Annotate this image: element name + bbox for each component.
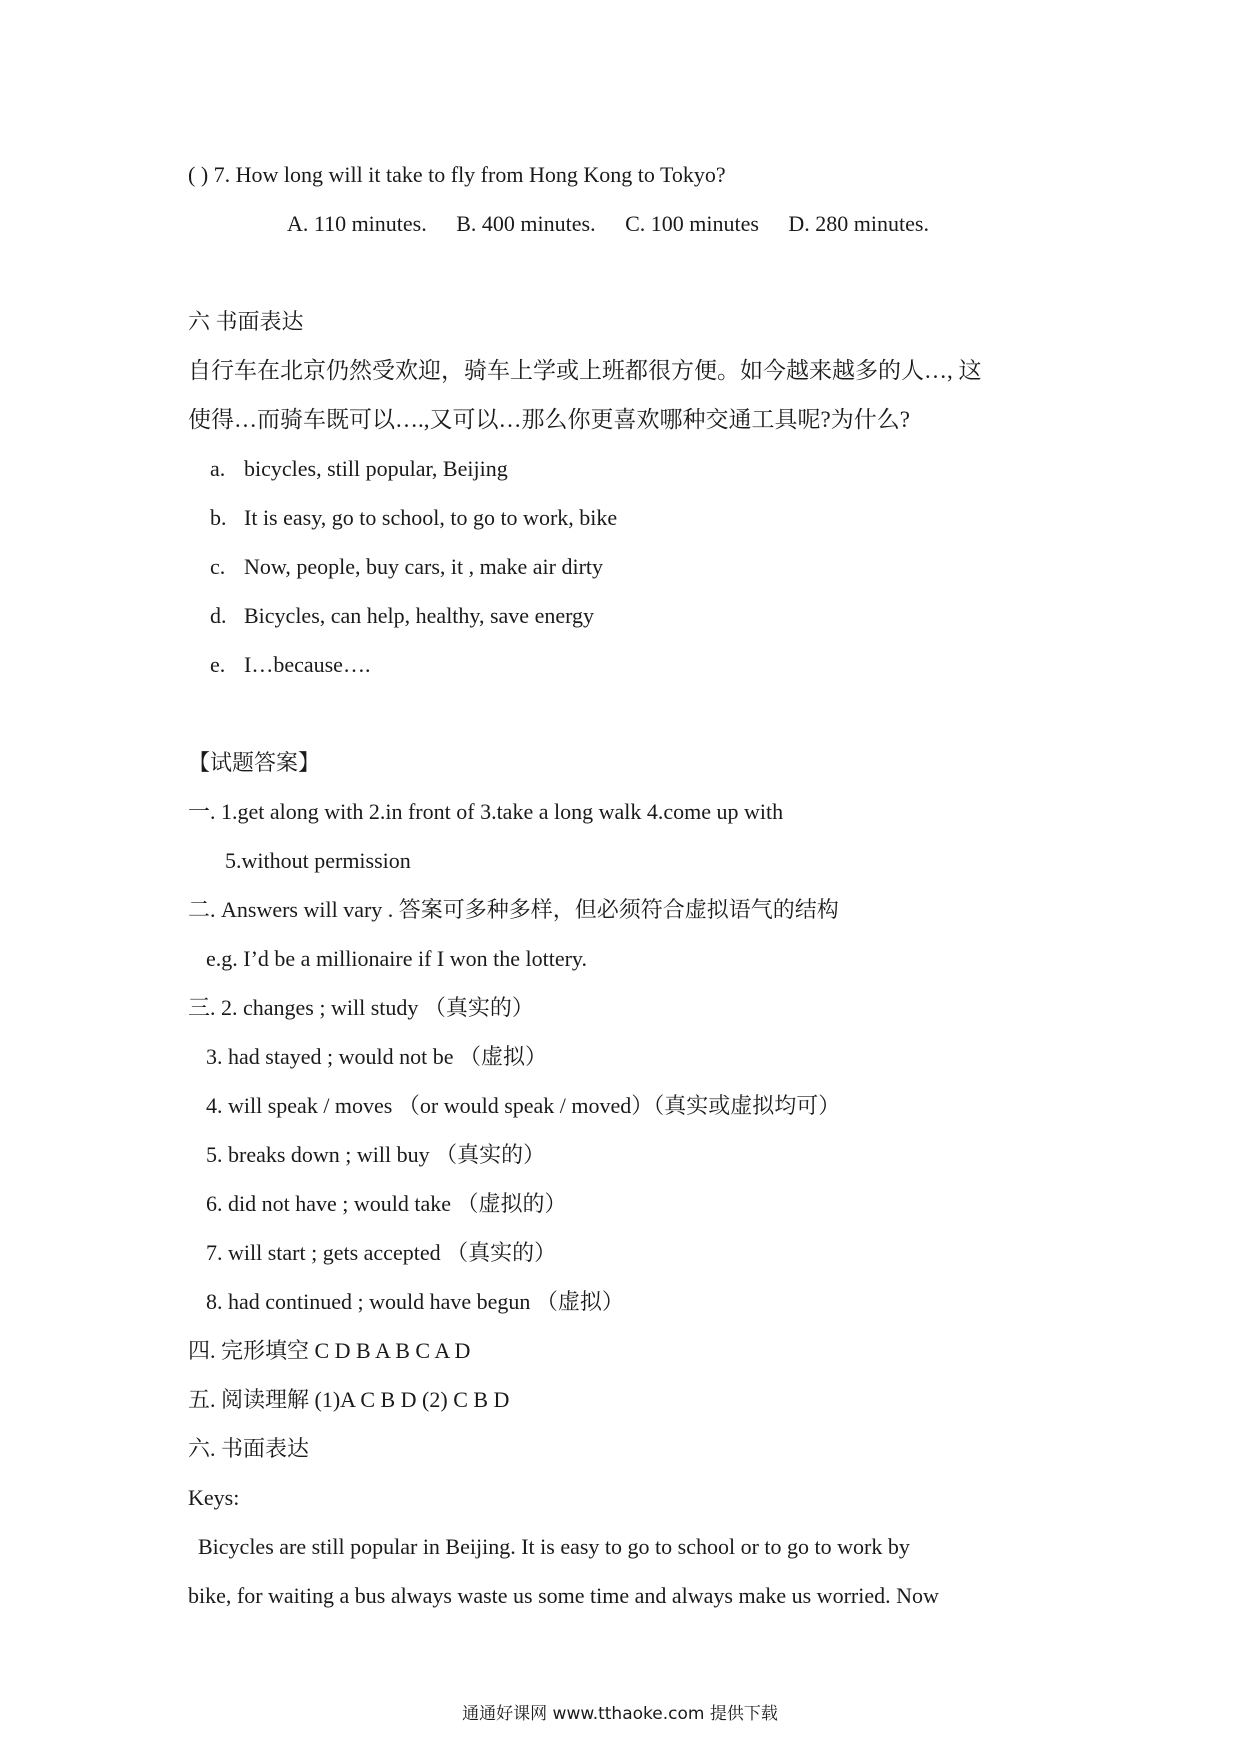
answer-section-3-item: 6. did not have ; would take （虚拟的） [206, 1191, 567, 1216]
answer-section-3-item: 7. will start ; gets accepted （真实的） [206, 1240, 557, 1265]
writing-prompt-line-1: 自行车在北京仍然受欢迎，骑车上学或上班都很方便。如今越来越多的人…, 这 [188, 358, 982, 383]
hint-item [210, 552, 603, 582]
hint-label: a. [210, 456, 226, 481]
answer-section-2-line-2: e.g. I’d be a millionaire if I won the lottery. [206, 946, 588, 971]
hint-label: b. [210, 505, 227, 530]
hint-text: It is easy, go to school, to go to work, bike [244, 505, 618, 530]
answer-section-2-line-1: 二. Answers will vary . 答案可多种多样，但必须符合虚拟语气的结构 [188, 897, 839, 922]
answer-section-4: 四. 完形填空 C D B A B C A D [188, 1338, 471, 1363]
option-b: B. 400 minutes. [456, 211, 596, 236]
answer-section-1-line-2: 5.without permission [225, 848, 411, 873]
answer-section-3-item: 三. 2. changes ; will study （真实的） [188, 995, 534, 1020]
writing-prompt-line-2: 使得…而骑车既可以….,又可以…那么你更喜欢哪种交通工具呢?为什么? [188, 407, 910, 432]
option-c: C. 100 minutes [625, 211, 759, 236]
hint-item [210, 503, 617, 533]
answer-section-3-item: 3. had stayed ; would not be （虚拟） [206, 1044, 547, 1069]
essay-line-1: Bicycles are still popular in Beijing. It is easy to go to school or to go to work by [198, 1534, 910, 1559]
answer-section-6: 六. 书面表达 [188, 1436, 310, 1461]
hint-item [210, 601, 594, 631]
hint-text: bicycles, still popular, Beijing [244, 456, 508, 481]
hint-label: c. [210, 554, 226, 579]
writing-heading: 六 书面表达 [188, 309, 304, 334]
answer-section-3-item: 8. had continued ; would have begun （虚拟） [206, 1289, 624, 1314]
answer-section-1-line-1: 一. 1.get along with 2.in front of 3.take a long walk 4.come up with [188, 799, 784, 824]
hint-text: I…because…. [244, 652, 371, 677]
option-d: D. 280 minutes. [788, 211, 929, 236]
answer-section-5: 五. 阅读理解 (1)A C B D (2) C B D [188, 1387, 510, 1412]
answer-parenthesis: ( ) [188, 162, 209, 187]
question-7 [188, 160, 726, 190]
hint-text: Now, people, buy cars, it , make air dirty [244, 554, 604, 579]
question-7-text: 7. How long will it take to fly from Hong Kong to Tokyo? [213, 162, 726, 187]
hint-text: Bicycles, can help, healthy, save energy [244, 603, 595, 628]
question-7-options [287, 209, 953, 239]
keys-label: Keys: [188, 1485, 240, 1510]
hint-item [210, 650, 370, 680]
option-a: A. 110 minutes. [287, 211, 427, 236]
hint-item [210, 454, 508, 484]
essay-line-2: bike, for waiting a bus always waste us some time and always make us worried. Now [188, 1583, 939, 1608]
hint-label: d. [210, 603, 227, 628]
answers-heading: 【试题答案】 [188, 750, 321, 775]
answer-section-3-item: 5. breaks down ; will buy （真实的） [206, 1142, 546, 1167]
hint-label: e. [210, 652, 226, 677]
answer-section-3-item: 4. will speak / moves （or would speak / moved）（真实或虚拟均可） [206, 1093, 841, 1118]
footer-download-notice: 通通好课网 www.tthaoke.com 提供下载 [462, 1704, 778, 1724]
